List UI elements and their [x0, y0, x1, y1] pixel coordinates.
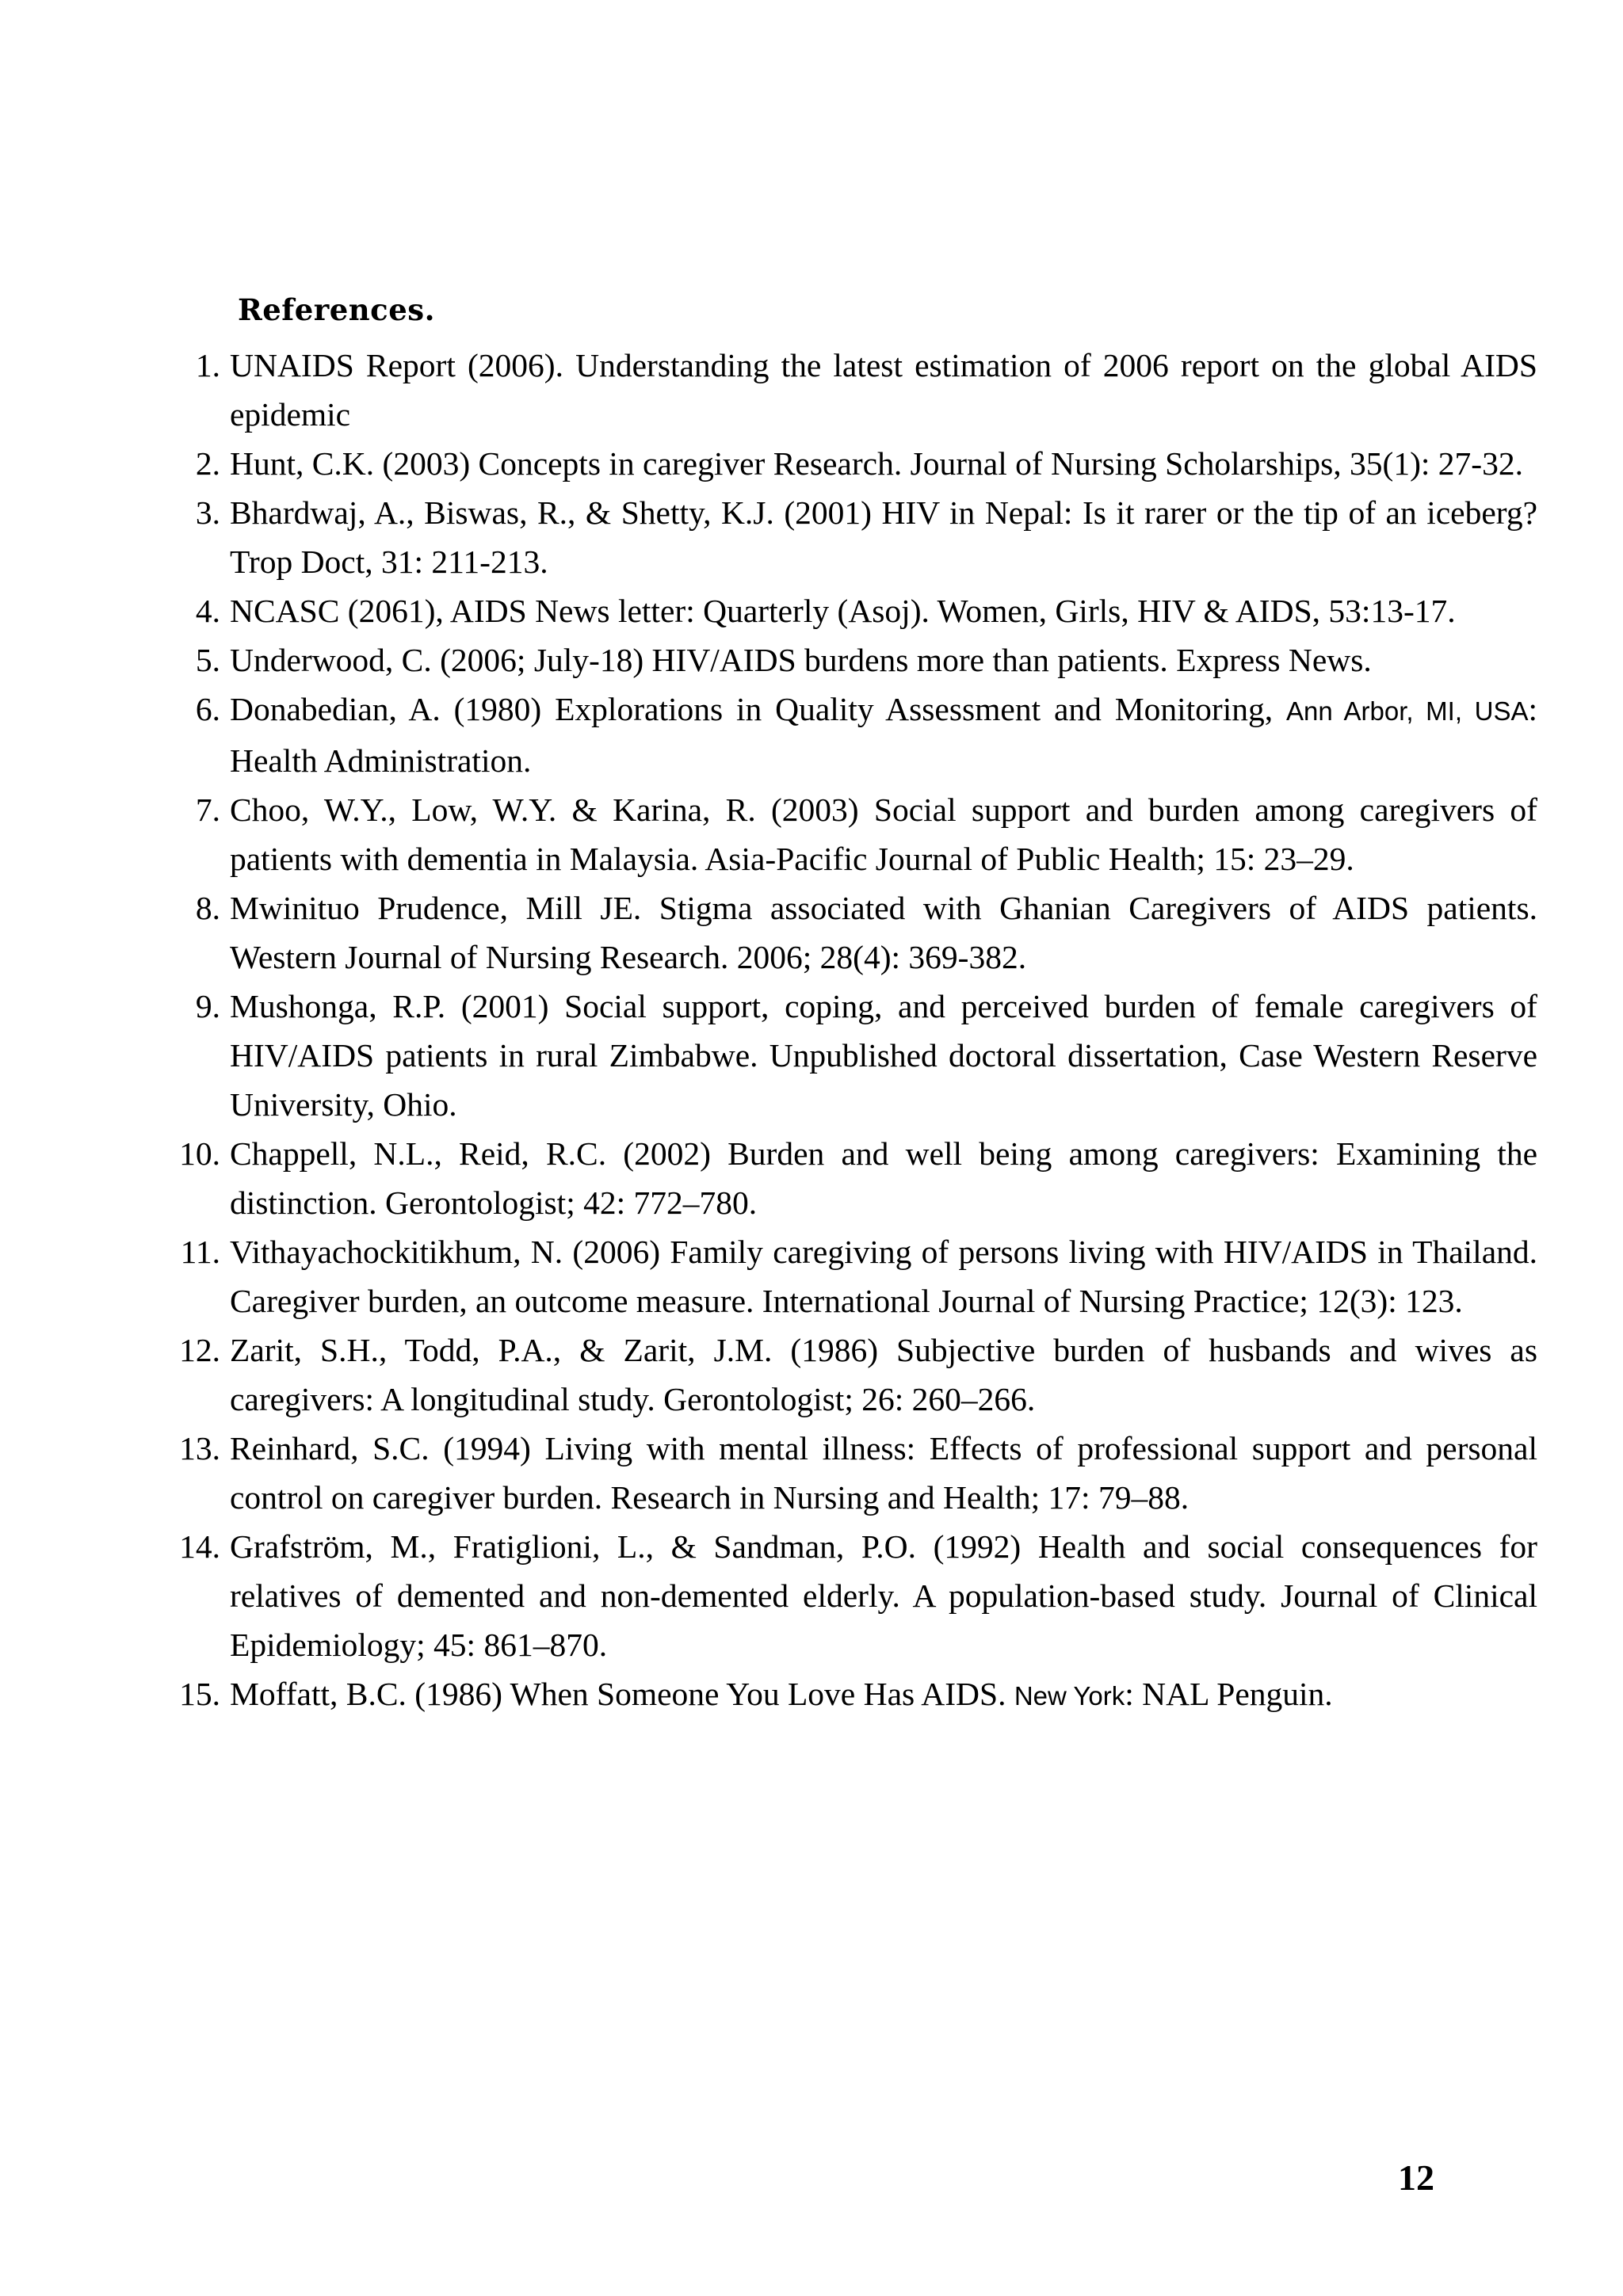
reference-number: 8.: [195, 890, 220, 926]
reference-number: 13.: [179, 1430, 220, 1466]
reference-item: [166, 1227, 1537, 1325]
reference-number: 2.: [195, 445, 220, 482]
reference-item: [166, 586, 1537, 635]
reference-item: [166, 883, 1537, 982]
reference-item: [166, 1325, 1537, 1424]
reference-number: 12.: [179, 1332, 220, 1368]
reference-item: [166, 685, 1537, 785]
reference-number: 5.: [195, 642, 220, 678]
page-number: 12: [1398, 2157, 1434, 2198]
reference-item: [166, 982, 1537, 1129]
reference-number: 6.: [195, 691, 220, 727]
reference-number: 10.: [179, 1135, 220, 1172]
reference-item: [166, 1424, 1537, 1522]
reference-item: [166, 1669, 1537, 1721]
references-list: [166, 341, 1537, 1721]
references-heading: References.: [238, 292, 435, 327]
reference-text: Vithayachockitikhum, N. (2006) Family caregiving of persons living with HIV/AIDS in Thailand. Caregiver burden, an outcome measure. International Journal of Nursing Practice; 12(3): 123.: [230, 1234, 1537, 1319]
reference-text: Mushonga, R.P. (2001) Social support, coping, and perceived burden of female caregivers of HIV/AIDS patients in rural Zimbabwe. Unpublished doctoral dissertation, Case Western Reserve University, Ohio.: [230, 988, 1537, 1123]
reference-item: [166, 488, 1537, 586]
reference-number: 4.: [195, 593, 220, 629]
reference-text: Bhardwaj, A., Biswas, R., & Shetty, K.J. (2001) HIV in Nepal: Is it rarer or the tip of an iceberg? Trop Doct, 31: 211-213.: [230, 494, 1537, 580]
reference-text: UNAIDS Report (2006). Understanding the latest estimation of 2006 report on the global AIDS epidemic: [230, 347, 1537, 433]
reference-item: [166, 341, 1537, 439]
reference-item: [166, 785, 1537, 883]
reference-location: New York: [1014, 1681, 1125, 1711]
reference-text: Choo, W.Y., Low, W.Y. & Karina, R. (2003) Social support and burden among caregivers of patients with dementia in Malaysia. Asia-Pacific Journal of Public Health; 15: 23–29.: [230, 791, 1537, 877]
reference-item: [166, 635, 1537, 685]
reference-item: [166, 1522, 1537, 1669]
reference-item: [166, 1129, 1537, 1227]
reference-text: Donabedian, A. (1980) Explorations in Quality Assessment and Monitoring,: [230, 691, 1286, 727]
reference-number: 1.: [195, 347, 220, 383]
reference-text: Mwinituo Prudence, Mill JE. Stigma associated with Ghanian Caregivers of AIDS patients. Western Journal of Nursing Research. 2006; 28(4): 369-382.: [230, 890, 1537, 975]
reference-text: Grafström, M., Fratiglioni, L., & Sandman, P.O. (1992) Health and social consequences for relatives of demented and non-demented elderly. A population-based study. Journal of Clinical Epidemiology; 45: 861–870.: [230, 1528, 1537, 1663]
reference-location: Ann Arbor, MI, USA: [1285, 696, 1529, 726]
reference-publisher: : Health Administration.: [230, 691, 1538, 779]
reference-publisher: : NAL Penguin.: [1125, 1676, 1333, 1712]
reference-text: Chappell, N.L., Reid, R.C. (2002) Burden and well being among caregivers: Examining the distinction. Gerontologist; 42: 772–780.: [230, 1135, 1537, 1221]
reference-text: Zarit, S.H., Todd, P.A., & Zarit, J.M. (1986) Subjective burden of husbands and wives as caregivers: A longitudinal study. Gerontologist; 26: 260–266.: [230, 1332, 1537, 1417]
reference-number: 14.: [179, 1528, 220, 1565]
reference-text: Underwood, C. (2006; July-18) HIV/AIDS burdens more than patients. Express News.: [230, 642, 1372, 678]
reference-number: 3.: [195, 494, 220, 531]
reference-text: Hunt, C.K. (2003) Concepts in caregiver Research. Journal of Nursing Scholarships, 35(1): 27-32.: [230, 445, 1523, 482]
reference-number: 7.: [195, 791, 220, 828]
reference-text: Moffatt, B.C. (1986) When Someone You Love Has AIDS.: [230, 1676, 1014, 1712]
reference-number: 11.: [180, 1234, 220, 1270]
reference-text: NCASC (2061), AIDS News letter: Quarterly (Asoj). Women, Girls, HIV & AIDS, 53:13-17.: [230, 593, 1456, 629]
reference-item: [166, 439, 1537, 488]
reference-text: Reinhard, S.C. (1994) Living with mental illness: Effects of professional support and personal control on caregiver burden. Research in Nursing and Health; 17: 79–88.: [230, 1430, 1537, 1516]
reference-number: 9.: [195, 988, 220, 1024]
reference-number: 15.: [179, 1676, 220, 1712]
